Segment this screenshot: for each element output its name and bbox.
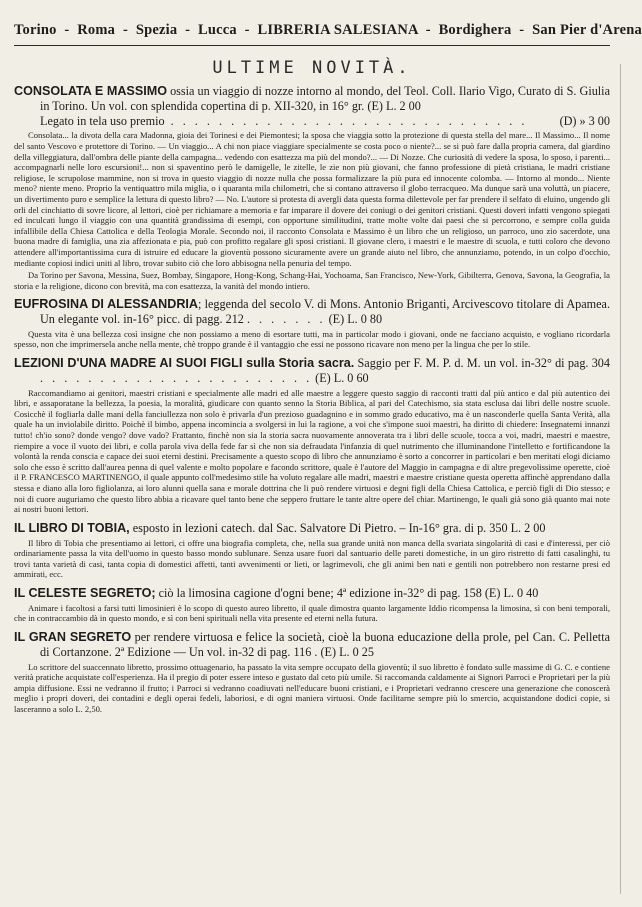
header-city: San Pier d'Arena	[532, 22, 642, 38]
book-entry	[14, 84, 610, 291]
book-description: ciò la limosina cagione d'ogni bene; 4ª edizione in-32° di pag. 158 (E) L. 0 40	[155, 585, 539, 600]
book-title: CONSOLATA E MASSIMO	[14, 84, 168, 98]
book-title: IL CELESTE SEGRETO;	[14, 585, 156, 600]
book-description: per rendere virtuosa e felice la società, cioè la buona educazione della prole, pel Can. C. Pelletta di Cortanzone. 2ª Edizione — Un vol. in-32 di pag. 116 . (E) L. 0 25	[40, 629, 610, 659]
header-separator: -	[185, 22, 191, 38]
price: (E) L. 0 60	[315, 370, 369, 385]
entry-heading	[14, 297, 610, 327]
book-review-continued: Da Torino per Savona, Messina, Suez, Bombay, Singapore, Hong-Kong, Schang-Hai, Yochoama, San Francisco, New-York, Gibilterra, Genova, Savona, la Geografia, la storia e la religione, dicono con brevità, ma con esattezza, la vanità del mondo intiero.	[14, 270, 610, 291]
book-title: IL LIBRO DI TOBIA,	[14, 520, 130, 535]
leader-dots: . . . . . . . . . . . . . . . . . . . . . . . . . . . . . .	[164, 113, 528, 128]
entry-heading	[14, 356, 610, 386]
header-publisher: LIBRERIA SALESIANA	[257, 22, 418, 38]
book-review: Lo scrittore del suaccennato libretto, prossimo ottuagenario, ha passato la vita sempre occupato della gioventù; il suo libretto è fondato sulle massime di G. C. e contiene verità pratiche acquistate coll'esperienza. Ha il pregio di poter essere inteso e gustato dal ceto più umile. Si raccomanda caldamente ai Signori Parroci e Proprietari per la più ampia diffusione. Essi ne vedranno il frutto; i Parroci si vedranno coadiuvati nell'educare buoni cristiani, e i Proprietari vedranno crescere una generazione che conoscerà meglio i propri doveri, dei contadini e degli operai fedeli, laboriosi, e di ogni maniera virtuosi. Onde facilitarne sempre più lo smercio, acquistandone dodici copie, si lasceranno a solo L. 2,50.	[14, 661, 610, 714]
header-city: Spezia	[135, 22, 178, 38]
entry-heading	[14, 84, 610, 114]
header-separator: -	[244, 22, 250, 38]
leader-dots: . . . . . . . . . . . . . . . . . . . . . . .	[40, 370, 313, 385]
header-city: Bordighera	[438, 22, 512, 38]
book-entry	[14, 630, 610, 715]
header-separator: -	[425, 22, 431, 38]
entry-heading	[14, 521, 610, 536]
header-city: Torino	[14, 22, 57, 38]
book-description: esposto in lezioni catech. dal Sac. Salvatore Di Pietro. – In-16° gra. di p. 350 L. 2 00	[129, 520, 546, 535]
section-title: ULTIME NOVITÀ.	[212, 58, 412, 78]
price: (D) » 3 00	[559, 113, 610, 128]
header-city: Roma	[77, 22, 116, 38]
book-review: Animare i facoltosi a farsi tutti limosinieri è lo scopo di questo aureo libretto, il quale dimostra quanto largamente Iddio ricompensa la limosina, sì con beni temporali, che in contraccambio dà in questo mondo, e sì con beni spirituali nella vita presente ed eterni nella futura.	[14, 602, 610, 624]
book-title: IL GRAN SEGRETO	[14, 629, 132, 644]
book-entry	[14, 521, 610, 580]
book-description: ossia un viaggio di nozze intorno al mondo, del Teol. Coll. Ilario Vigo, Curato di S. Giulia in Torino. Un vol. con splendida copertina di p. XII-320, in 16° gr. (E) L. 2 00	[40, 84, 610, 113]
page-header	[14, 6, 642, 46]
entry-heading	[14, 630, 610, 660]
book-title: LEZIONI D'UNA MADRE AI SUOI FIGLI sulla Storia sacra.	[14, 356, 355, 371]
book-entry	[14, 586, 610, 624]
binding-label: Legato in tela uso premio	[40, 113, 165, 128]
leader-dots: . . . . . . .	[246, 312, 326, 327]
book-description: ; leggenda del secolo V. di Mons. Antonio Briganti, Arcivescovo titolare di Apamea. Un elegante vol. in-16° picc. di pagg. 212	[40, 297, 610, 327]
book-entry	[14, 356, 610, 515]
header-separator: -	[64, 22, 70, 38]
book-description: Saggio per F. M. P. d. M. un vol. in-32° di pag. 304	[354, 356, 610, 371]
book-review: Questa vita è una bellezza così insigne che non possiamo a meno di esortare tutti, ma in particolar modo i giovani, onde ne facciano acquisto, e vogliano ricordarla spesso, non che imprimersela anche nella mente, chè troppo grande è il vantaggio che essi ne possono ricavare non meno per la lingua che per lo stile.	[14, 328, 610, 350]
price: (E) L. 0 80	[328, 312, 383, 327]
page-edge-rule	[616, 64, 621, 894]
book-review: Il libro di Tobia che presentiamo ai lettori, ci offre una biografia completa, che, nella sua grande unità non manca della svariata singolarità di casi e d'interessi, per ciò ordinariamente passa la vita dell'uomo in questo basso mondo sublunare. Senza usare fuori dal santuario delle pareti domestiche, in un giro ristretto di fatti casalinghi, tu trovi tanta varietà di casi, tanta copia di domestici affetti, tanti avvenimenti or lieti, or lagrimevoli, che gli animi ben nati e gentili non potrebbero non restarne presi ed ammirati, ecc.	[14, 537, 610, 580]
book-title: EUFROSINA DI ALESSANDRIA	[14, 297, 199, 312]
book-entry	[14, 297, 610, 350]
header-separator: -	[519, 22, 525, 38]
book-review: Raccomandiamo ai genitori, maestri cristiani e specialmente alle madri ed alle maestre a leggere questo saggio di racconti tratti dal più antico e dal più autentico dei libri, e assaporatane la bellezza, la poesia, la moralità, giudicare con quanto senno la Storia Biblica, al pari del Catechismo, sia stata esclusa dai libri delle nostre scuole. Cosicchè il fogliarla dalle mani della fanciullezza non solo è privarla d'un prezioso guadagnino e in sommo grado educativo, ma è un nasconderle quella Santa Verità, alla quale ha un inviolabile diritto. Poichè il bimbo, appena incomincia a svolgersi in lui la ragione, a voi che s'impone suoi maestri, ha diritto di chiedere: Insegnatemi innanzi tutto! ch'io sono? donde vengo? dove vado? Frattanto, finchè non sia la storia sacra nuovamente annoverata tra i libri delle scuole, tocca a voi, madri, maestri e maestre, riempire a voce il vuoto dei libri, e colla parola viva della fede far sì che non sia defraudata l'infanzia di quel nutrimento che illuminandone l'intelletto e fortificandone la volontà la renda conscia e capace dei suoi eterni destini. Precisamente a questo scopo di libro che annunziamo è sorto a concorrer in particolari e ben meritati elogi diciamo solo che esso è scritto dall'aurea penna di quel valente e molto popolare e facondo scrittore, quale è l'autore del Maggio in campagna e di altre pregevolissime operette, cioè il P. FRANCESCO MARTINENGO, il quale appunto coll'medesimo stile ha voluto regalare alle madri, maestri e maestre cristiane questa operetta affinchè apprendano dalla stessa e diano alla loro figliolanza, ai loro alunni quella sana e morale dottrina che li può rendere virtuosi e degni figli della Chiesa Cattolica, e perciò figli di Dio stesso; e noi di cuore auguriamo che questo libro abbia a ricavare quel tanto bene che seppero fruttare le tante altre opere del chiar. Martinengo, le quali già sono già quanto mai note ai nostri buoni lettori.	[14, 387, 610, 515]
entry-heading	[14, 586, 610, 601]
catalog-page	[14, 6, 642, 715]
book-review: Consolata... la divota della cara Madonna, gioia dei Torinesi e dei Piemontesi; la sposa che viaggia sotto la protezione di questa stella del mare... Il Massimo... Il nome del santo Vescovo e protettore di Torino. — Un viaggio... A chi non piace viaggiare specialmente se costa poco o niente?... se si può fare dalla propria camera, dal giardino della villeggiatura, dall'ombra delle piante della campagna... vedendo con esattezza ma più del mondo?... — Di Nozze. Che curiosità di vedere la sposa, lo sposo, i parenti... accompagnarli nelle loro escursioni!... non si spaventino però le damigelle, le zitelle, le zie non più giovani, che fanno professione di pietà cristiana, le madri cristiane religiose, le scrupolose mammine, non si trova in questo viaggio di nozze nulla che possa formalizzare la più pura ed innocente colomba. — Intorno al mondo... Niente meno? niente meno. Proprio la ventiquattro mila miglia, o i quaranta mila chilometri, che si contano attraverso il globo terracqueo. Ma dunque sarà una voluttà, un piacere, un divertimento puro e semplice la lettura di questo libro? — No. L'autore si protesta di avergli data questa forma dilettevole per far prendere il selfato di eluino, ungendo gli orli del cinchiatto di sovre licore, al lettori, cioè per richiamare a memoria e far imparare il dovere dei coniugi o dei genitori cristiani. Questi doveri infatti vengono spiegati ed inculcati lungo il viaggio con una quantità grandissima di esempi, con opportune similitudini, tratte molte volte dai paesi che si percorrono, e sempre colla guida infallibile della Chiesa Cattolica e della Teologia Morale. Secondo noi, il racconto Consolata e Massimo è un libro che un religioso, un parroco, uno zio sacerdote, una buona madre di famiglia, una zia affezionata e pia, può con profitto regalare gli sposi cristiani. Il giovane clero, i maestri e le maestre di scuola, e tutti coloro che devono attendere all'importantissima cura di istruire ed educare la gioventù possono sicuramente avere un grande aiuto nel libro, che annunziamo, potendo, in un colpo d'occhio, mediante copiosi indici uniti al libro, trovar subito ciò che loro abbisogna nella penuria del tempo.	[14, 130, 610, 268]
header-separator: -	[122, 22, 128, 38]
header-city: Lucca	[197, 22, 237, 38]
entry-subline	[14, 114, 610, 129]
